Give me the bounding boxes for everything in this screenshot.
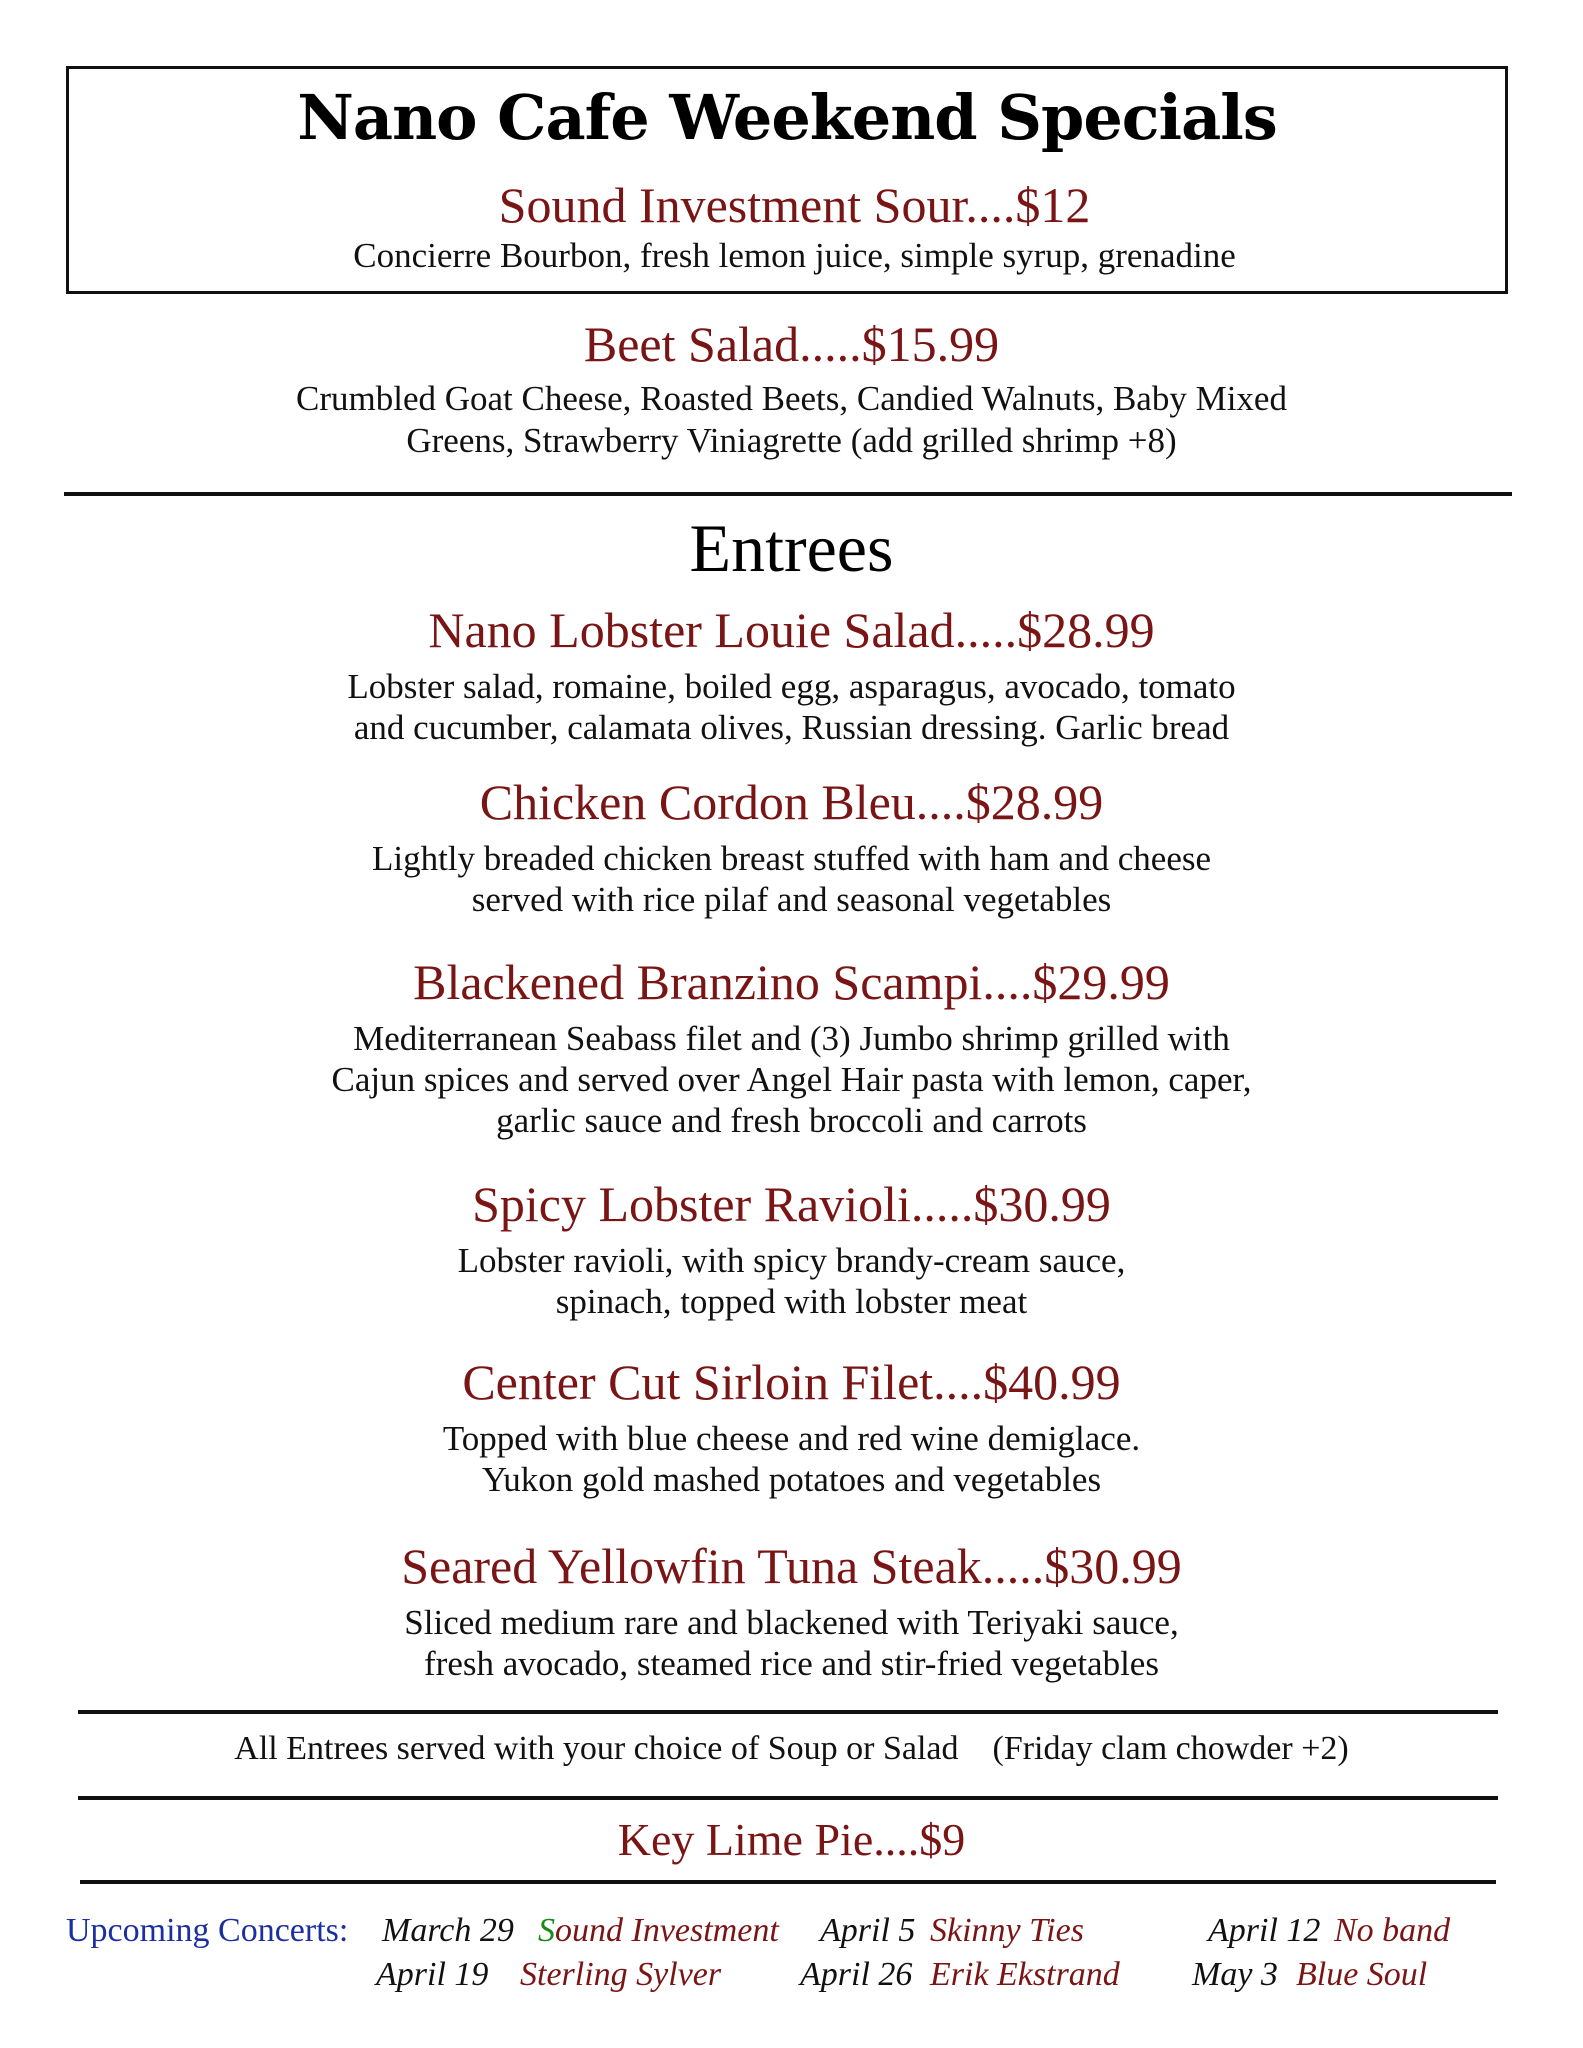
section-divider <box>64 492 1512 496</box>
entree-description-line: and cucumber, calamata olives, Russian dressing. Garlic bread <box>353 708 1230 747</box>
concert-band-rest: ound Investment <box>555 1912 779 1949</box>
drink-description: Concierre Bourbon, fresh lemon juice, simple syrup, grenadine <box>353 236 1236 275</box>
entrees-note: All Entrees served with your choice of Soup or Salad (Friday clam chowder +2) <box>234 1730 1349 1767</box>
entree-title: Blackened Branzino Scampi....$29.99 <box>413 954 1170 1010</box>
entree-description-line: Cajun spices and served over Angel Hair pasta with lemon, caper, <box>331 1060 1252 1099</box>
dessert-title: Key Lime Pie....$9 <box>617 1814 966 1865</box>
concert-date: March 29 <box>382 1912 514 1949</box>
concert-date: May 3 <box>1192 1956 1278 1993</box>
concert-date: April 5 <box>820 1912 916 1949</box>
entree-title: Chicken Cordon Bleu....$28.99 <box>479 774 1104 830</box>
entree-description-line: Lobster ravioli, with spicy brandy-cream sauce, <box>457 1241 1126 1280</box>
concert-band: Erik Ekstrand <box>930 1956 1120 1993</box>
section-divider <box>78 1796 1498 1800</box>
entree-title: Center Cut Sirloin Filet....$40.99 <box>462 1354 1121 1410</box>
concert-band <box>538 1912 779 1950</box>
drink-title: Sound Investment Sour....$12 <box>498 177 1091 233</box>
concert-date: April 12 <box>1208 1912 1321 1949</box>
entree-title: Nano Lobster Louie Salad.....$28.99 <box>428 602 1155 658</box>
concert-band: Sterling Sylver <box>520 1956 722 1993</box>
salad-title: Beet Salad.....$15.99 <box>583 316 1000 372</box>
salad-description-line-2: Greens, Strawberry Viniagrette (add grilled shrimp +8) <box>406 421 1177 460</box>
entree-description-line: Lobster salad, romaine, boiled egg, asparagus, avocado, tomato <box>347 667 1236 706</box>
entree-description-line: Yukon gold mashed potatoes and vegetables <box>481 1460 1102 1499</box>
entree-description-line: garlic sauce and fresh broccoli and carrots <box>496 1101 1087 1140</box>
section-divider <box>78 1710 1498 1714</box>
salad-description-line-1: Crumbled Goat Cheese, Roasted Beets, Candied Walnuts, Baby Mixed <box>296 379 1287 418</box>
entrees-heading: Entrees <box>689 510 894 586</box>
concerts-label: Upcoming Concerts: <box>66 1912 349 1949</box>
concert-date: April 19 <box>376 1956 489 1993</box>
concert-band-initial: S <box>538 1912 555 1949</box>
upcoming-concerts <box>0 1904 1583 2004</box>
concert-band: Blue Soul <box>1296 1956 1428 1993</box>
entree-description-line: Topped with blue cheese and red wine demiglace. <box>442 1419 1141 1458</box>
entree-description-line: fresh avocado, steamed rice and stir-fried vegetables <box>424 1644 1159 1683</box>
page-title: Nano Cafe Weekend Specials <box>297 81 1277 154</box>
entree-description-line: Mediterranean Seabass filet and (3) Jumbo shrimp grilled with <box>353 1019 1230 1058</box>
entree-title: Seared Yellowfin Tuna Steak.....$30.99 <box>401 1538 1182 1594</box>
entree-description-line: Sliced medium rare and blackened with Teriyaki sauce, <box>404 1603 1179 1642</box>
entree-description-line: served with rice pilaf and seasonal vegetables <box>471 880 1112 919</box>
concert-band: Skinny Ties <box>930 1912 1084 1949</box>
entree-title: Spicy Lobster Ravioli.....$30.99 <box>472 1176 1111 1232</box>
entree-description-line: spinach, topped with lobster meat <box>555 1282 1028 1321</box>
entree-description-line: Lightly breaded chicken breast stuffed with ham and cheese <box>371 839 1212 878</box>
concert-band: No band <box>1334 1912 1451 1949</box>
concert-date: April 26 <box>800 1956 913 1993</box>
section-divider <box>80 1880 1496 1884</box>
header-box <box>66 66 1508 294</box>
